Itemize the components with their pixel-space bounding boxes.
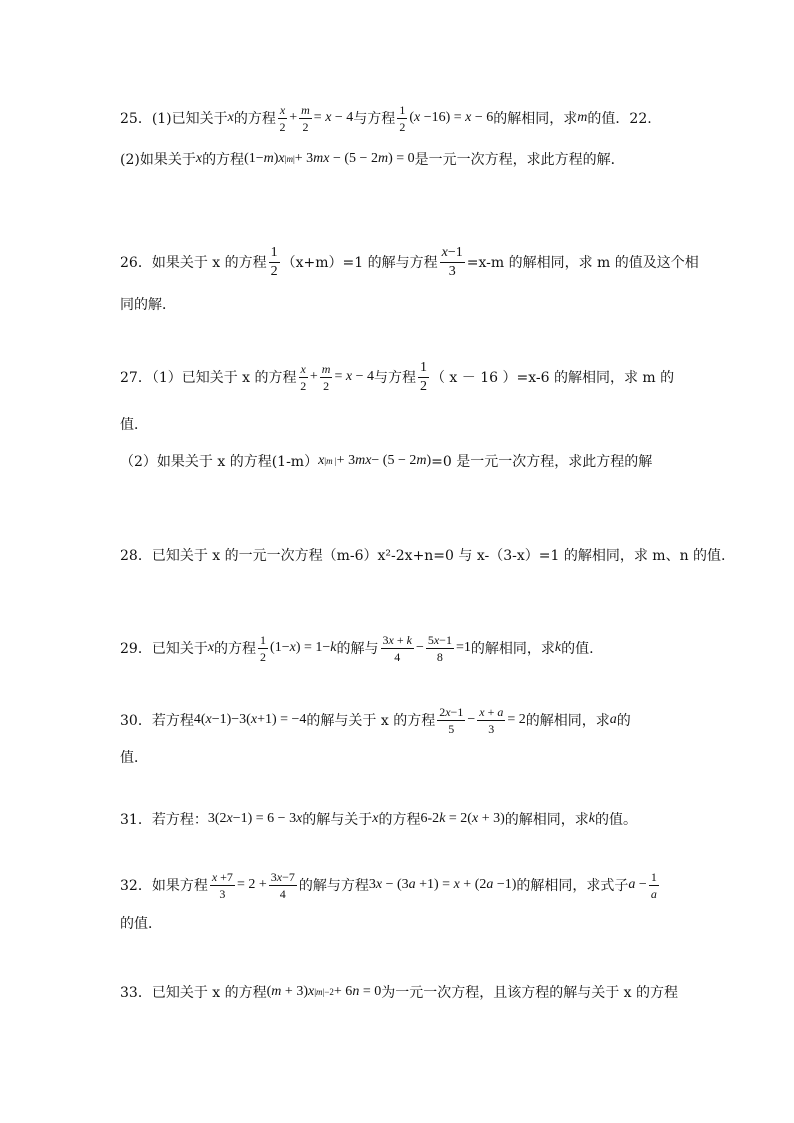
q30-text: 的 (616, 713, 631, 729)
q26-line-1 (120, 242, 699, 282)
q25-text: (2)如果关于 (120, 152, 196, 168)
q32-line-2 (120, 903, 162, 943)
fraction: $\frac{2x-1}{5}$ (439, 704, 464, 736)
fraction: $\frac{1}{2}$ (399, 102, 406, 134)
q31-text: 的解与关于 (302, 812, 373, 828)
fraction: $\frac{x}{2}$ (300, 361, 307, 393)
q25-text: 的值．22. (587, 111, 652, 127)
q31-text: 31．若方程： (120, 812, 208, 828)
fraction: $\frac{1}{2}$ (270, 244, 278, 279)
q27-text: 与方程 (373, 370, 416, 386)
fraction: $\frac{m}{2}$ (321, 361, 331, 393)
q29-text: 的解相同，求 (470, 641, 555, 657)
q29-text: 的解与 (336, 641, 379, 657)
q25-line-2: (2)如果关于 x 的方程 (1− m ) x |m| + 3 mx − (5 − 2 m ) = 0 是一元一次方程，求此方程的解． (120, 151, 625, 168)
fraction: $\frac{m}{2}$ (301, 102, 310, 134)
q28-line-1 (120, 535, 726, 575)
q26-text: 26．如果关于 x 的方程 (120, 255, 267, 271)
q30-text: 的解与关于 x 的方程 (306, 713, 436, 729)
fraction: $\frac{3x + k}{4}$ (382, 632, 412, 664)
q27-text: 27．（1）已知关于 x 的方程 (120, 370, 297, 386)
q32-text: 的解与方程 (298, 878, 369, 894)
q27-line-1: 27．（1）已知关于 x 的方程 $\frac{x}{2}$ + $\frac{m}{2}$ = x − 4 与方程 $\frac{1}{2}$ （ x － 16 ）=x-6 的解相同，求 m 的 (120, 359, 675, 394)
q25-text: 的解相同，求 (493, 111, 578, 127)
q25-text: 是一元一次方程，求此方程的解． (414, 152, 625, 168)
q30-text: 值． (120, 750, 148, 766)
q25-text: 25．(1)已知关于 (120, 111, 228, 127)
q29-text: 的值. (561, 641, 594, 657)
fraction: $\frac{x +7}{3}$ (211, 869, 233, 901)
q25-text: 的方程 (202, 152, 245, 168)
q26-text: =x-m 的解相同，求 m 的值及这个相 (466, 255, 699, 271)
q30-text: 30．若方程 (120, 713, 194, 729)
fraction: $\frac{x}{2}$ (279, 102, 286, 134)
q29-line-1: 29．已知关于 x 的方程 $\frac{1}{2}$ (1− x ) = 1− k 的解与 $\frac{3x + k}{4}$ − $\frac{5x-1}{8}$ =1 的解相同，求 k 的值. (120, 632, 594, 664)
q26-line-2 (120, 284, 176, 324)
q30-text: 的解相同，求 (525, 713, 610, 729)
q26-text: （x+m）=1 的解与方程 (281, 255, 438, 271)
fraction: $\frac{5x-1}{8}$ (427, 632, 452, 664)
q25-text: 与方程 (353, 111, 396, 127)
q32-text: 的值． (120, 916, 162, 932)
q25-line-1: 25．(1)已知关于 x 的方程 $\frac{x}{2}$ + $\frac{m}{2}$ = x − 4 与方程 $\frac{1}{2}$ ( x −16) = x − 6 的解相同，求 m 的值．22. (120, 102, 652, 134)
q31-text: 的方程 (378, 812, 421, 828)
q29-text: 的方程 (214, 641, 257, 657)
q29-text: 29．已知关于 (120, 641, 208, 657)
q30-line-2 (120, 737, 148, 777)
q27-line-2 (120, 404, 148, 444)
q27-text: （2）如果关于 x 的方程(1-m） (120, 454, 319, 470)
q27-text: =0 是一元一次方程，求此方程的解 (431, 454, 653, 470)
q31-line-1: 31．若方程： 3(2 x −1) = 6 − 3 x 的解与关于 x 的方程 6-2 k = 2( x + 3) 的解相同，求 k 的值。 (120, 811, 637, 828)
q32-line-1: 32．如果方程 $\frac{x +7}{3}$ = 2 + $\frac{3x-7}{4}$ 的解与方程 3 x − (3 a +1) = x + (2 a −1) 的解相同，求式子 a − $\frac{1}{a}$ (120, 869, 657, 901)
q31-text: 的解相同，求 (504, 812, 589, 828)
q27-text: （ x － 16 ）=x-6 的解相同，求 m 的 (430, 370, 675, 386)
q33-line-1: 33．已知关于 x 的方程 ( m + 3) x |m|−2 + 6 n = 0 为一元一次方程，且该方程的解与关于 x 的方程 (120, 984, 679, 1001)
fraction: $\frac{1}{a}$ (650, 869, 657, 901)
q30-line-1: 30．若方程 4( x −1)−3( x +1) = −4 的解与关于 x 的方程 $\frac{2x-1}{5}$ − $\frac{x + a}{3}$ = 2 的解相同，求 a 的 (120, 704, 631, 736)
q32-text: 的解相同，求式子 (516, 878, 629, 894)
q33-text: 为一元一次方程，且该方程的解与关于 x 的方程 (381, 985, 679, 1001)
q32-text: 32．如果方程 (120, 878, 208, 894)
q25-text: 的方程 (233, 111, 276, 127)
fraction: $\frac{3x-7}{4}$ (270, 869, 295, 901)
q28-text: 28．已知关于 x 的一元一次方程（m-6）x²-2x+n=0 与 x-（3-x）=1 的解相同，求 m、n 的值. (120, 548, 726, 564)
fraction: $\frac{x + a}{3}$ (479, 704, 504, 736)
q33-text: 33．已知关于 x 的方程 (120, 985, 267, 1001)
fraction: $\frac{1}{2}$ (260, 632, 267, 664)
fraction: $\frac{1}{2}$ (419, 359, 427, 394)
fraction: $\frac{x-1}{3}$ (441, 245, 463, 279)
q27-text: 值． (120, 417, 148, 433)
q27-line-3: （2）如果关于 x 的方程(1-m） x |m | + 3 mx − (5 − 2 m ) =0 是一元一次方程，求此方程的解 (120, 453, 653, 470)
q26-text: 同的解． (120, 297, 176, 313)
q31-text: 的值。 (594, 812, 637, 828)
